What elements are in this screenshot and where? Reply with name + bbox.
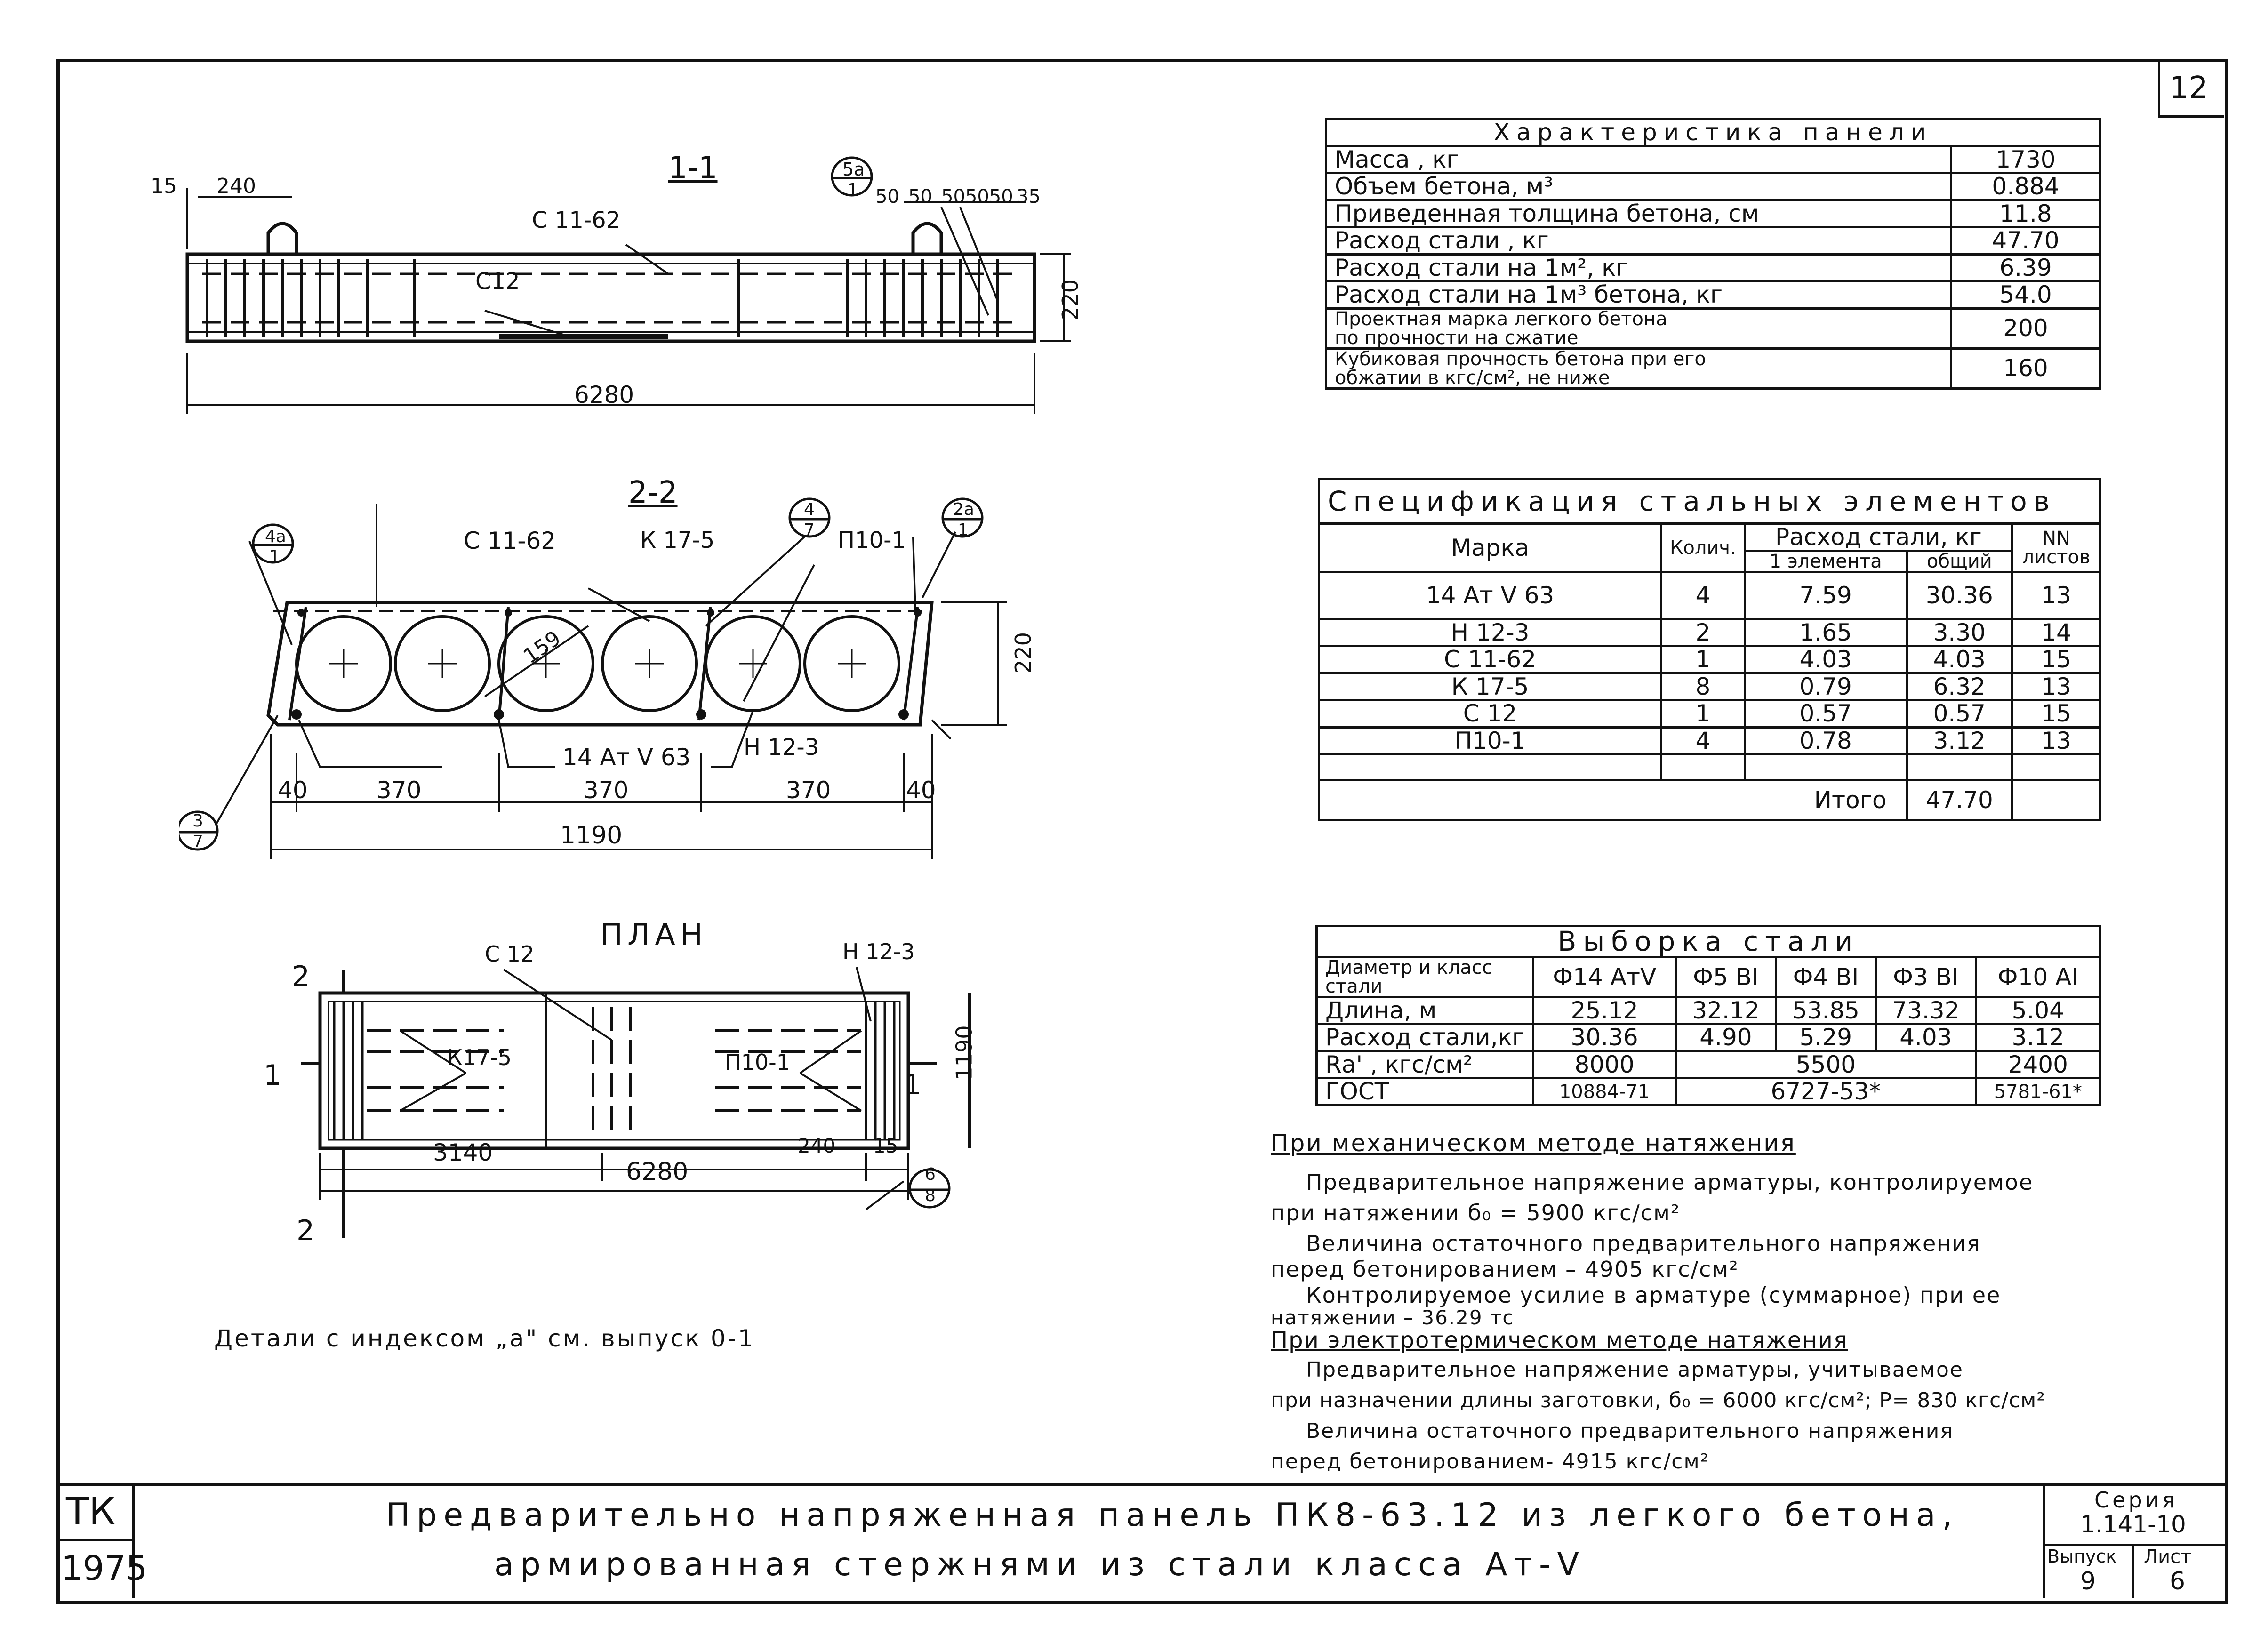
spec-cell-mark: Н 12-3 — [1319, 619, 1661, 646]
spec-cell-sheet: 15 — [2012, 700, 2100, 728]
spec-cell-mark: С 12 — [1319, 700, 1661, 728]
section-1-1-dim-50a: 50 — [875, 186, 899, 208]
table-row — [1319, 673, 2100, 700]
selection-row-label: ГОСТ — [1317, 1078, 1533, 1106]
table-row — [1317, 997, 2100, 1024]
org-year: 1975 — [61, 1548, 148, 1588]
sheet-label: Лист — [2144, 1546, 2192, 1568]
plan-cut-right: 1 — [904, 1068, 922, 1101]
spec-total-label: Итого — [1319, 780, 1907, 820]
series-value: 1.141-10 — [2080, 1511, 2186, 1538]
notes-electro-line: перед бетонированием- 4915 кгс/см² — [1271, 1450, 1710, 1474]
selection-title: Выборка стали — [1317, 926, 2100, 957]
notes-mechanical-line: перед бетонированием – 4905 кгс/см² — [1271, 1257, 1739, 1282]
selection-row-label: Rа' , кгс/см² — [1317, 1051, 1533, 1078]
panel-characteristics-title: Характеристика панели — [1326, 119, 2100, 146]
table-row — [1317, 1024, 2100, 1051]
spec-title: Спецификация стальных элементов — [1319, 479, 2100, 524]
spec-cell-sheet: 14 — [2012, 619, 2100, 646]
spec-total-value: 47.70 — [1907, 780, 2012, 820]
spec-cell-sheet: 15 — [2012, 646, 2100, 673]
section-2-2-dim-diameter: 159 — [519, 626, 566, 669]
char-row-value: 200 — [1951, 308, 2100, 348]
section-2-2-callout-3-top: 2а — [953, 500, 974, 519]
section-1-1-dim-35: 35 — [1017, 186, 1041, 208]
selection-cell: 8000 — [1533, 1051, 1676, 1078]
title-line-2: армированная стержнями из стали класса Ат-V — [494, 1546, 1586, 1583]
plan-dim-length: 6280 — [626, 1158, 689, 1186]
plan-dim-width: 1190 — [951, 1025, 977, 1081]
char-row-label: Масса , кг — [1326, 146, 1951, 173]
selection-cell: 53.85 — [1776, 997, 1875, 1024]
selection-cell: 32.12 — [1676, 997, 1776, 1024]
spec-cell-per-element: 0.78 — [1745, 727, 1907, 754]
section-2-2-callout-3-bottom: 1 — [958, 521, 969, 540]
spec-cell-total: 30.36 — [1907, 572, 2012, 619]
section-1-1-dim-240: 240 — [216, 174, 256, 198]
notes-mechanical-line: Предварительное напряжение арматуры, контролируемое — [1306, 1170, 2034, 1195]
selection-cell: 5781-61* — [1976, 1078, 2100, 1106]
table-row — [1319, 700, 2100, 728]
table-row — [1317, 1051, 2100, 1078]
char-row-value: 1730 — [1951, 146, 2100, 173]
section-2-2-dim-370-b: 370 — [584, 777, 629, 804]
notes-mechanical-line: при натяжении б₀ = 5900 кгс/см² — [1271, 1200, 1681, 1226]
spec-cell-total: 3.12 — [1907, 727, 2012, 754]
spec-cell-per-element: 4.03 — [1745, 646, 1907, 673]
plan-drawing — [282, 937, 1017, 1266]
char-row-value: 11.8 — [1951, 200, 2100, 227]
section-1-1-dim-50b: 50 — [908, 186, 932, 208]
section-2-2-mark-k175: К 17-5 — [640, 527, 715, 553]
table-row-total — [1319, 780, 2100, 820]
section-2-2-mark-c1162: С 11-62 — [464, 527, 556, 554]
spec-header-consumption: Расход стали, кг — [1745, 524, 2012, 551]
selection-row-label: Расход стали,кг — [1317, 1024, 1533, 1051]
char-row-label: Расход стали , кг — [1326, 227, 1951, 255]
spec-cell-qty: 8 — [1661, 673, 1745, 700]
section-1-1-title: 1-1 — [668, 151, 718, 185]
plan-cut-top: 2 — [292, 960, 310, 993]
spec-header-sheets: NN листов — [2012, 524, 2100, 572]
spec-header-qty: Колич. — [1661, 524, 1745, 572]
spec-cell-per-element: 7.59 — [1745, 572, 1907, 619]
section-2-2-callout-2-top: 4 — [804, 500, 815, 519]
plan-mark-n123: Н 12-3 — [842, 939, 915, 964]
steel-specification-table — [1318, 478, 2101, 821]
notes-electro-line: при назначении длины заготовки, б₀ = 6000 кгс/см²; Р= 830 кгс/см² — [1271, 1388, 2046, 1412]
spec-cell-per-element: 1.65 — [1745, 619, 1907, 646]
plan-mark-c12: С 12 — [485, 941, 535, 967]
spec-cell-total: 3.30 — [1907, 619, 2012, 646]
spec-cell-qty: 1 — [1661, 646, 1745, 673]
plan-callout-bottom: 8 — [925, 1186, 936, 1205]
char-row-value: 160 — [1951, 348, 2100, 388]
selection-col: Ф4 ВI — [1776, 957, 1875, 997]
notes-mechanical-line: Величина остаточного предварительного напряжения — [1306, 1231, 1981, 1256]
char-row-value: 0.884 — [1951, 173, 2100, 200]
table-row — [1319, 727, 2100, 754]
spec-cell-per-element: 0.57 — [1745, 700, 1907, 728]
spec-header-total: общий — [1907, 551, 2012, 572]
org-divider — [56, 1539, 132, 1541]
plan-title: ПЛАН — [600, 918, 708, 953]
selection-header-label: Диаметр и класс стали — [1317, 957, 1533, 997]
section-2-2-callout-4-bottom: 7 — [192, 832, 203, 851]
section-2-2-dim-40-right: 40 — [906, 777, 936, 804]
section-1-1-dim-505050: 505050 — [941, 186, 1013, 208]
selection-cell: 4.03 — [1876, 1024, 1976, 1051]
selection-col: Ф3 ВI — [1876, 957, 1976, 997]
selection-cell: 6727-53* — [1676, 1078, 1976, 1106]
spec-cell-mark: К 17-5 — [1319, 673, 1661, 700]
issue-label: Выпуск — [2047, 1546, 2117, 1567]
selection-cell: 10884-71 — [1533, 1078, 1676, 1106]
section-1-1-callout-top: 5а — [842, 159, 865, 180]
section-2-2-dim-40-left: 40 — [278, 777, 308, 804]
selection-cell: 25.12 — [1533, 997, 1676, 1024]
notes-mechanical-line: натяжении – 36.29 тс — [1271, 1306, 1515, 1329]
notes-electro-line: Предварительное напряжение арматуры, учитываемое — [1306, 1358, 1963, 1382]
spec-cell-total: 0.57 — [1907, 700, 2012, 728]
section-1-1-dim-15: 15 — [151, 174, 177, 198]
section-2-2-mark-p101: П10-1 — [838, 527, 906, 553]
section-2-2-callout-1-top: 4а — [265, 527, 286, 546]
series-label: Серия — [2094, 1487, 2178, 1513]
spec-cell-mark: 14 Ат V 63 — [1319, 572, 1661, 619]
char-row-value: 47.70 — [1951, 227, 2100, 255]
section-2-2-mark-rod: 14 Ат V 63 — [562, 744, 691, 771]
char-row-value: 54.0 — [1951, 281, 2100, 309]
char-row-value: 6.39 — [1951, 254, 2100, 281]
char-row-label: Расход стали на 1м², кг — [1326, 254, 1951, 281]
panel-characteristics-table — [1325, 118, 2101, 390]
char-row-label-2: по прочности на сжатие — [1335, 327, 1579, 349]
table-row — [1319, 572, 2100, 619]
section-1-1-dim-length: 6280 — [574, 381, 634, 409]
plan-dim-15: 15 — [873, 1134, 898, 1157]
spec-cell-per-element: 0.79 — [1745, 673, 1907, 700]
section-2-2-mark-n123: Н 12-3 — [744, 734, 819, 761]
spec-cell-mark: П10-1 — [1319, 727, 1661, 754]
char-row-label-2: обжатии в кгс/см², не ниже — [1335, 367, 1610, 389]
spec-cell-qty: 2 — [1661, 619, 1745, 646]
selection-col: Ф14 АтV — [1533, 957, 1676, 997]
section-1-1-mark-c1162: С 11-62 — [532, 207, 621, 233]
section-1-1-mark-c12: С12 — [475, 268, 520, 295]
plan-mark-p101: П10-1 — [725, 1050, 790, 1075]
spec-cell-sheet: 13 — [2012, 727, 2100, 754]
selection-cell: 5.29 — [1776, 1024, 1875, 1051]
plan-mark-k175: К17-5 — [447, 1045, 512, 1070]
plan-callout-top: 6 — [925, 1165, 936, 1184]
org-code: ТК — [66, 1490, 116, 1533]
char-row-label: Приведенная толщина бетона, см — [1326, 200, 1951, 227]
plan-dim-240: 240 — [798, 1134, 836, 1157]
selection-cell: 4.90 — [1676, 1024, 1776, 1051]
issue-divider — [2132, 1544, 2134, 1598]
spec-cell-total: 4.03 — [1907, 646, 2012, 673]
spec-cell-qty: 4 — [1661, 572, 1745, 619]
spec-cell-sheet: 13 — [2012, 572, 2100, 619]
spec-cell-sheet: 13 — [2012, 673, 2100, 700]
title-line-1: Предварительно напряженная панель ПК8-63.12 из легкого бетона, — [386, 1497, 1959, 1534]
details-note: Детали с индексом „а" см. выпуск 0-1 — [214, 1325, 755, 1352]
plan-cut-bottom: 2 — [297, 1214, 315, 1247]
table-row — [1317, 1078, 2100, 1106]
table-row — [1319, 646, 2100, 673]
plan-cut-left: 1 — [264, 1059, 282, 1092]
section-2-2-dim-width: 1190 — [560, 821, 623, 850]
sheet-number: 12 — [2170, 71, 2208, 105]
selection-cell: 5500 — [1676, 1051, 1976, 1078]
notes-electro-line: Величина остаточного предварительного напряжения — [1306, 1419, 1954, 1443]
spec-header-per-element: 1 элемента — [1745, 551, 1907, 572]
issue-value: 9 — [2080, 1567, 2096, 1595]
spec-cell-mark: С 11-62 — [1319, 646, 1661, 673]
spec-cell-qty: 4 — [1661, 727, 1745, 754]
selection-cell: 73.32 — [1876, 997, 1976, 1024]
plan-dim-3140: 3140 — [433, 1139, 493, 1166]
section-2-2-callout-4-top: 3 — [192, 811, 203, 831]
section-1-1-dim-height: 220 — [1057, 279, 1083, 321]
char-row-label: Проектная марка легкого бетона — [1335, 308, 1667, 330]
steel-selection-table — [1315, 925, 2101, 1106]
selection-col: Ф10 АI — [1976, 957, 2100, 997]
section-2-2-callout-2-bottom: 7 — [804, 521, 815, 540]
section-2-2-dim-370-a: 370 — [377, 777, 422, 804]
notes-electro-title: При электротермическом методе натяжения — [1271, 1327, 1848, 1354]
selection-cell: 30.36 — [1533, 1024, 1676, 1051]
table-row — [1319, 619, 2100, 646]
spec-cell-qty: 1 — [1661, 700, 1745, 728]
section-2-2-dim-height: 220 — [1010, 632, 1036, 673]
char-row-label: Расход стали на 1м³ бетона, кг — [1326, 281, 1951, 309]
sheet-value: 6 — [2170, 1567, 2186, 1595]
char-row-label: Объем бетона, м³ — [1326, 173, 1951, 200]
selection-cell: 5.04 — [1976, 997, 2100, 1024]
selection-cell: 3.12 — [1976, 1024, 2100, 1051]
selection-row-label: Длина, м — [1317, 997, 1533, 1024]
selection-cell: 2400 — [1976, 1051, 2100, 1078]
char-row-label: Кубиковая прочность бетона при его — [1335, 348, 1706, 370]
selection-col: Ф5 ВI — [1676, 957, 1776, 997]
notes-mechanical-title: При механическом методе натяжения — [1271, 1130, 1796, 1157]
notes-mechanical-line: Контролируемое усилие в арматуре (суммарное) при ее — [1306, 1282, 2001, 1308]
section-2-2-callout-1-bottom: 1 — [269, 547, 280, 566]
spec-cell-total: 6.32 — [1907, 673, 2012, 700]
spec-header-mark: Марка — [1319, 524, 1661, 572]
section-1-1-callout-bottom: 1 — [847, 180, 859, 200]
section-2-2-dim-370-c: 370 — [786, 777, 831, 804]
section-2-2-title: 2-2 — [628, 475, 678, 510]
